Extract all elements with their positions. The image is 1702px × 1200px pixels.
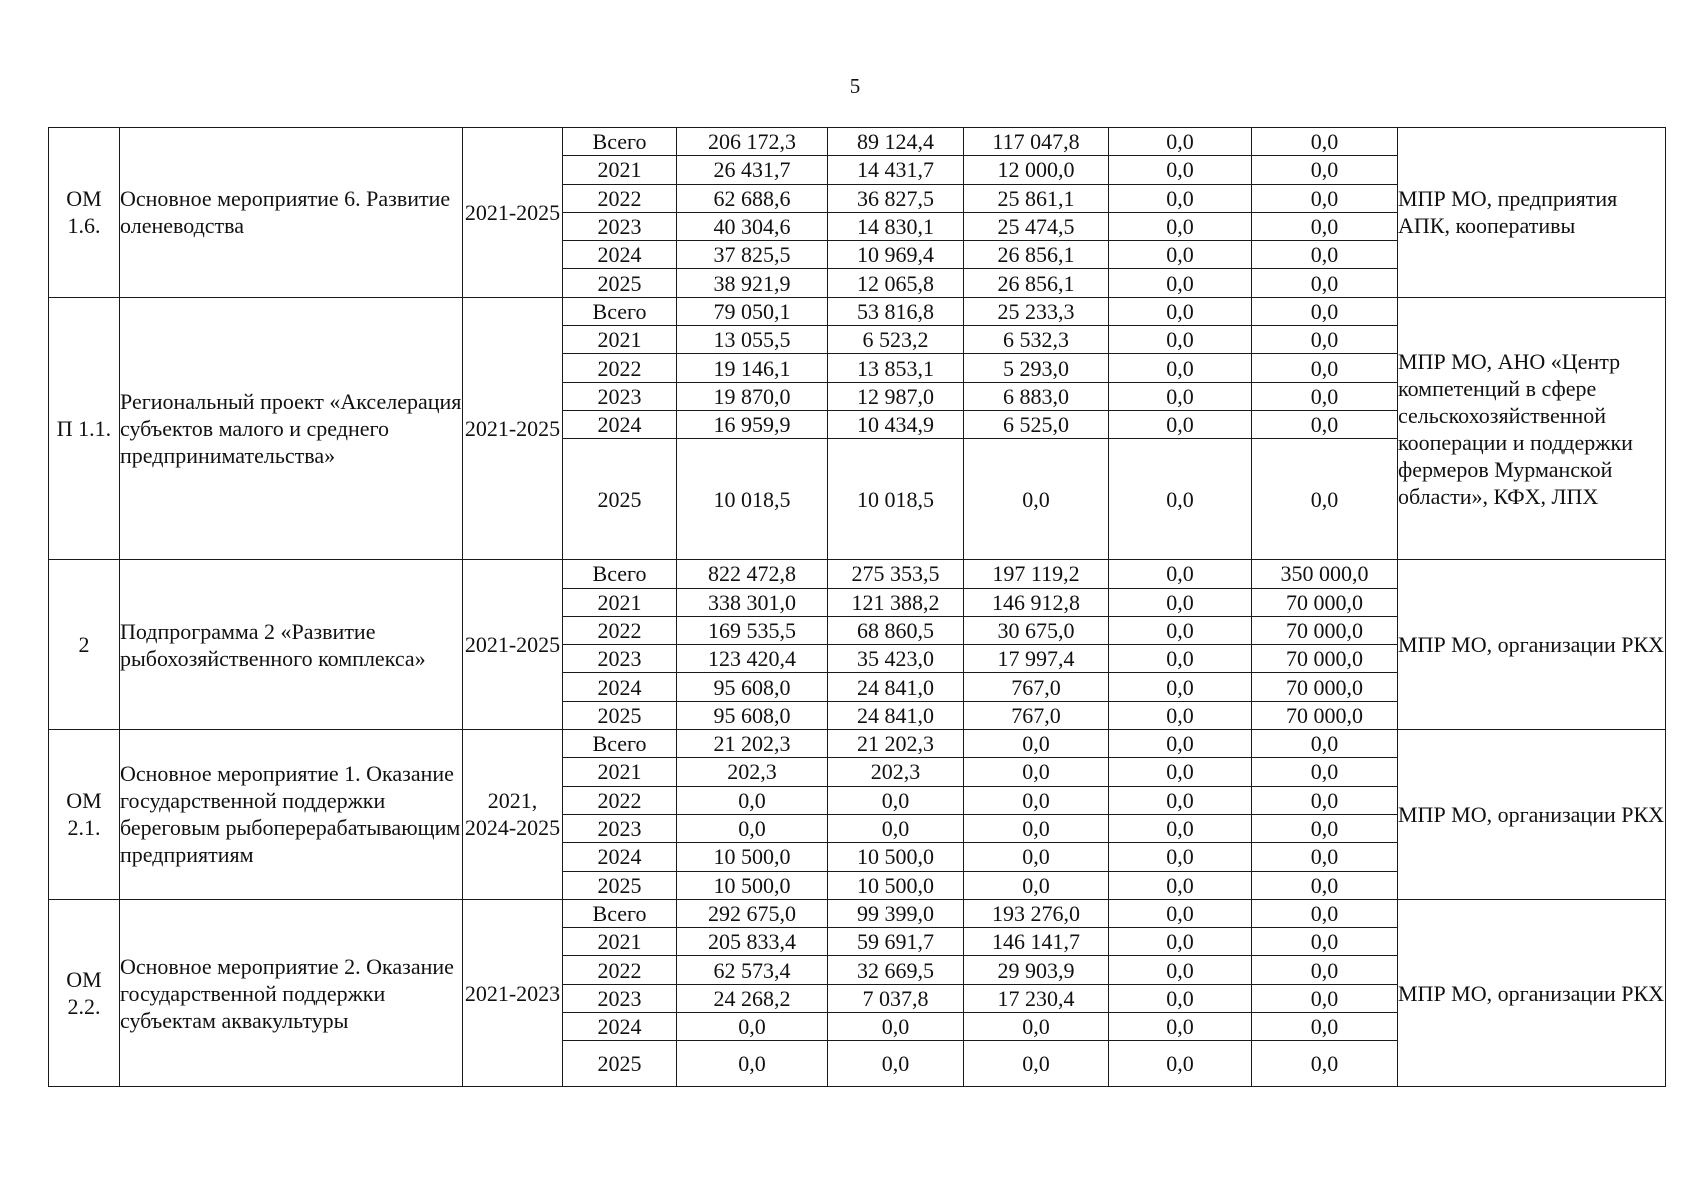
amount-cell: 0,0 (1109, 730, 1252, 758)
amount-cell: 0,0 (828, 786, 964, 814)
amount-cell: 0,0 (1252, 730, 1398, 758)
amount-cell: 0,0 (964, 814, 1109, 842)
amount-cell: 0,0 (1109, 928, 1252, 956)
amount-cell: 0,0 (1109, 354, 1252, 382)
amount-cell: 0,0 (1109, 956, 1252, 984)
year-cell: 2023 (563, 984, 677, 1012)
amount-cell: 32 669,5 (828, 956, 964, 984)
amount-cell: 29 903,9 (964, 956, 1109, 984)
amount-cell: 0,0 (964, 871, 1109, 899)
item-name: Подпрограмма 2 «Развитие рыбохозяйственного комплекса» (120, 560, 463, 730)
executors-cell: МПР МО, АНО «Центр компетенций в сфере сельскохозяйственной кооперации и поддержки фермеров Мурманской области», КФХ, ЛПХ (1398, 297, 1666, 559)
amount-cell: 0,0 (1109, 128, 1252, 156)
year-cell: 2025 (563, 701, 677, 729)
amount-cell: 0,0 (1109, 786, 1252, 814)
amount-cell: 0,0 (1109, 156, 1252, 184)
amount-cell: 26 431,7 (677, 156, 828, 184)
amount-cell: 70 000,0 (1252, 645, 1398, 673)
amount-cell: 24 841,0 (828, 673, 964, 701)
amount-cell: 0,0 (1109, 814, 1252, 842)
amount-cell: 197 119,2 (964, 560, 1109, 588)
amount-cell: 0,0 (1252, 984, 1398, 1012)
year-cell: 2022 (563, 786, 677, 814)
amount-cell: 0,0 (1252, 899, 1398, 927)
year-cell: 2025 (563, 1041, 677, 1087)
amount-cell: 169 535,5 (677, 616, 828, 644)
amount-cell: 62 688,6 (677, 184, 828, 212)
amount-cell: 79 050,1 (677, 297, 828, 325)
amount-cell: 10 018,5 (677, 439, 828, 560)
amount-cell: 0,0 (1109, 673, 1252, 701)
amount-cell: 292 675,0 (677, 899, 828, 927)
amount-cell: 5 293,0 (964, 354, 1109, 382)
year-cell: 2021 (563, 758, 677, 786)
year-cell: Всего (563, 297, 677, 325)
amount-cell: 10 434,9 (828, 410, 964, 438)
amount-cell: 767,0 (964, 701, 1109, 729)
amount-cell: 14 431,7 (828, 156, 964, 184)
amount-cell: 123 420,4 (677, 645, 828, 673)
year-cell: 2024 (563, 673, 677, 701)
year-cell: 2022 (563, 616, 677, 644)
item-name: Основное мероприятие 6. Развитие оленеводства (120, 128, 463, 298)
table-row (49, 297, 1666, 325)
amount-cell: 0,0 (1109, 184, 1252, 212)
amount-cell: 0,0 (1252, 212, 1398, 240)
item-period: 2021-2025 (463, 297, 563, 559)
amount-cell: 70 000,0 (1252, 701, 1398, 729)
table-row (49, 128, 1666, 156)
amount-cell: 19 870,0 (677, 382, 828, 410)
amount-cell: 0,0 (964, 758, 1109, 786)
amount-cell: 25 861,1 (964, 184, 1109, 212)
item-name: Основное мероприятие 1. Оказание государственной поддержки береговым рыбоперерабатывающим предприятиям (120, 730, 463, 900)
year-cell: 2021 (563, 156, 677, 184)
amount-cell: 0,0 (1109, 758, 1252, 786)
amount-cell: 0,0 (1109, 297, 1252, 325)
amount-cell: 0,0 (1252, 128, 1398, 156)
year-cell: 2025 (563, 871, 677, 899)
year-cell: 2025 (563, 269, 677, 297)
item-code: 2 (49, 560, 120, 730)
amount-cell: 193 276,0 (964, 899, 1109, 927)
amount-cell: 0,0 (828, 1013, 964, 1041)
amount-cell: 17 997,4 (964, 645, 1109, 673)
year-cell: 2024 (563, 410, 677, 438)
item-code: ОМ 1.6. (49, 128, 120, 298)
amount-cell: 822 472,8 (677, 560, 828, 588)
amount-cell: 0,0 (1109, 645, 1252, 673)
amount-cell: 0,0 (1252, 156, 1398, 184)
amount-cell: 95 608,0 (677, 673, 828, 701)
amount-cell: 0,0 (1109, 1041, 1252, 1087)
year-cell: Всего (563, 899, 677, 927)
amount-cell: 26 856,1 (964, 269, 1109, 297)
item-name: Региональный проект «Акселерация субъектов малого и среднего предпринимательства» (120, 297, 463, 559)
amount-cell: 0,0 (1109, 269, 1252, 297)
amount-cell: 25 474,5 (964, 212, 1109, 240)
amount-cell: 0,0 (1252, 843, 1398, 871)
year-cell: 2024 (563, 241, 677, 269)
amount-cell: 0,0 (1252, 184, 1398, 212)
amount-cell: 0,0 (1109, 984, 1252, 1012)
amount-cell: 17 230,4 (964, 984, 1109, 1012)
program-funding-table (48, 127, 1666, 1087)
amount-cell: 36 827,5 (828, 184, 964, 212)
amount-cell: 0,0 (677, 814, 828, 842)
item-name: Основное мероприятие 2. Оказание государственной поддержки субъектам аквакультуры (120, 899, 463, 1086)
amount-cell: 0,0 (1109, 560, 1252, 588)
amount-cell: 95 608,0 (677, 701, 828, 729)
amount-cell: 14 830,1 (828, 212, 964, 240)
amount-cell: 10 969,4 (828, 241, 964, 269)
amount-cell: 26 856,1 (964, 241, 1109, 269)
amount-cell: 30 675,0 (964, 616, 1109, 644)
amount-cell: 38 921,9 (677, 269, 828, 297)
amount-cell: 62 573,4 (677, 956, 828, 984)
table-row (49, 730, 1666, 758)
amount-cell: 0,0 (1109, 241, 1252, 269)
amount-cell: 35 423,0 (828, 645, 964, 673)
amount-cell: 0,0 (1252, 1013, 1398, 1041)
amount-cell: 0,0 (1252, 956, 1398, 984)
year-cell: 2021 (563, 928, 677, 956)
amount-cell: 24 841,0 (828, 701, 964, 729)
table-row (49, 899, 1666, 927)
amount-cell: 10 500,0 (828, 871, 964, 899)
amount-cell: 53 816,8 (828, 297, 964, 325)
amount-cell: 0,0 (1252, 269, 1398, 297)
amount-cell: 202,3 (677, 758, 828, 786)
amount-cell: 70 000,0 (1252, 673, 1398, 701)
amount-cell: 6 525,0 (964, 410, 1109, 438)
amount-cell: 0,0 (1109, 212, 1252, 240)
amount-cell: 70 000,0 (1252, 588, 1398, 616)
amount-cell: 6 883,0 (964, 382, 1109, 410)
amount-cell: 0,0 (964, 439, 1109, 560)
executors-cell: МПР МО, организации РКХ (1398, 730, 1666, 900)
amount-cell: 0,0 (1109, 439, 1252, 560)
amount-cell: 0,0 (1109, 382, 1252, 410)
amount-cell: 12 065,8 (828, 269, 964, 297)
amount-cell: 59 691,7 (828, 928, 964, 956)
amount-cell: 338 301,0 (677, 588, 828, 616)
amount-cell: 0,0 (964, 843, 1109, 871)
amount-cell: 6 523,2 (828, 326, 964, 354)
amount-cell: 13 853,1 (828, 354, 964, 382)
amount-cell: 13 055,5 (677, 326, 828, 354)
item-period: 2021-2023 (463, 899, 563, 1086)
page-number: 5 (849, 74, 861, 98)
amount-cell: 10 018,5 (828, 439, 964, 560)
amount-cell: 0,0 (1109, 326, 1252, 354)
year-cell: 2022 (563, 184, 677, 212)
amount-cell: 0,0 (1252, 1041, 1398, 1087)
amount-cell: 25 233,3 (964, 297, 1109, 325)
amount-cell: 146 141,7 (964, 928, 1109, 956)
year-cell: 2021 (563, 326, 677, 354)
amount-cell: 202,3 (828, 758, 964, 786)
amount-cell: 0,0 (828, 814, 964, 842)
year-cell: 2024 (563, 1013, 677, 1041)
amount-cell: 0,0 (964, 1041, 1109, 1087)
amount-cell: 21 202,3 (677, 730, 828, 758)
item-code: П 1.1. (49, 297, 120, 559)
amount-cell: 117 047,8 (964, 128, 1109, 156)
amount-cell: 0,0 (1252, 297, 1398, 325)
amount-cell: 0,0 (1252, 786, 1398, 814)
year-cell: 2023 (563, 645, 677, 673)
amount-cell: 19 146,1 (677, 354, 828, 382)
amount-cell: 206 172,3 (677, 128, 828, 156)
year-cell: 2023 (563, 814, 677, 842)
amount-cell: 0,0 (1109, 701, 1252, 729)
year-cell: 2021 (563, 588, 677, 616)
amount-cell: 350 000,0 (1252, 560, 1398, 588)
amount-cell: 275 353,5 (828, 560, 964, 588)
amount-cell: 68 860,5 (828, 616, 964, 644)
item-period: 2021-2025 (463, 128, 563, 298)
item-period: 2021-2025 (463, 560, 563, 730)
amount-cell: 146 912,8 (964, 588, 1109, 616)
year-cell: Всего (563, 730, 677, 758)
amount-cell: 10 500,0 (677, 871, 828, 899)
amount-cell: 24 268,2 (677, 984, 828, 1012)
amount-cell: 0,0 (1252, 382, 1398, 410)
year-cell: Всего (563, 128, 677, 156)
amount-cell: 0,0 (1252, 410, 1398, 438)
amount-cell: 89 124,4 (828, 128, 964, 156)
amount-cell: 12 987,0 (828, 382, 964, 410)
amount-cell: 0,0 (1109, 1013, 1252, 1041)
amount-cell: 0,0 (1252, 354, 1398, 382)
amount-cell: 16 959,9 (677, 410, 828, 438)
amount-cell: 0,0 (1252, 871, 1398, 899)
amount-cell: 0,0 (677, 786, 828, 814)
amount-cell: 0,0 (1109, 871, 1252, 899)
amount-cell: 99 399,0 (828, 899, 964, 927)
amount-cell: 10 500,0 (828, 843, 964, 871)
amount-cell: 0,0 (1109, 410, 1252, 438)
amount-cell: 21 202,3 (828, 730, 964, 758)
year-cell: 2024 (563, 843, 677, 871)
year-cell: 2022 (563, 354, 677, 382)
amount-cell: 40 304,6 (677, 212, 828, 240)
amount-cell: 0,0 (1109, 588, 1252, 616)
amount-cell: 0,0 (1252, 758, 1398, 786)
amount-cell: 0,0 (1252, 814, 1398, 842)
amount-cell: 0,0 (964, 786, 1109, 814)
amount-cell: 0,0 (1109, 616, 1252, 644)
amount-cell: 0,0 (677, 1041, 828, 1087)
year-cell: 2023 (563, 212, 677, 240)
amount-cell: 121 388,2 (828, 588, 964, 616)
amount-cell: 12 000,0 (964, 156, 1109, 184)
amount-cell: 0,0 (1252, 928, 1398, 956)
year-cell: 2022 (563, 956, 677, 984)
year-cell: 2025 (563, 439, 677, 560)
amount-cell: 6 532,3 (964, 326, 1109, 354)
table-row (49, 560, 1666, 588)
amount-cell: 70 000,0 (1252, 616, 1398, 644)
amount-cell: 205 833,4 (677, 928, 828, 956)
year-cell: Всего (563, 560, 677, 588)
amount-cell: 0,0 (1109, 899, 1252, 927)
amount-cell: 7 037,8 (828, 984, 964, 1012)
amount-cell: 0,0 (1252, 241, 1398, 269)
executors-cell: МПР МО, предприятия АПК, кооперативы (1398, 128, 1666, 298)
amount-cell: 0,0 (1109, 843, 1252, 871)
item-period: 2021, 2024-2025 (463, 730, 563, 900)
amount-cell: 0,0 (964, 1013, 1109, 1041)
item-code: ОМ 2.1. (49, 730, 120, 900)
year-cell: 2023 (563, 382, 677, 410)
executors-cell: МПР МО, организации РКХ (1398, 899, 1666, 1086)
item-code: ОМ 2.2. (49, 899, 120, 1086)
amount-cell: 0,0 (828, 1041, 964, 1087)
amount-cell: 0,0 (1252, 439, 1398, 560)
amount-cell: 0,0 (1252, 326, 1398, 354)
amount-cell: 767,0 (964, 673, 1109, 701)
amount-cell: 0,0 (677, 1013, 828, 1041)
executors-cell: МПР МО, организации РКХ (1398, 560, 1666, 730)
amount-cell: 0,0 (964, 730, 1109, 758)
amount-cell: 10 500,0 (677, 843, 828, 871)
amount-cell: 37 825,5 (677, 241, 828, 269)
